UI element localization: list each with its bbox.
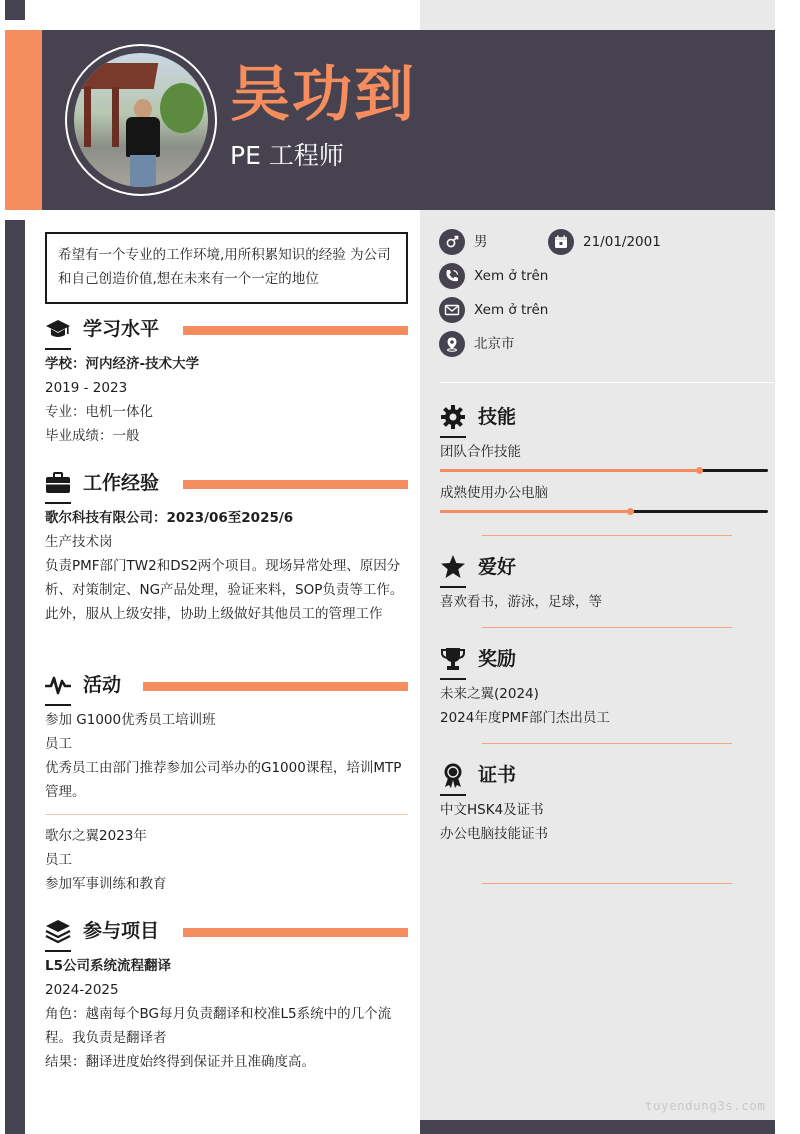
calendar-icon — [548, 229, 574, 255]
career-objective: 希望有一个专业的工作环境,用所积累知识的经验 为公司和自己创造价值,想在未来有一个一定的地位 — [45, 232, 408, 304]
job-title: PE 工程师 — [230, 141, 344, 170]
section-projects-header — [45, 918, 408, 952]
skill-level-fill — [440, 469, 699, 472]
award-item: 2024年度PMF部门杰出员工 — [440, 710, 610, 726]
header-accent — [5, 30, 42, 210]
section-title: 证书 — [478, 764, 517, 786]
phone-row — [439, 263, 639, 289]
section-experience-header — [45, 470, 408, 504]
section-divider-bar — [143, 682, 408, 691]
section-awards-header — [440, 646, 740, 680]
section-education-header — [45, 316, 408, 350]
briefcase-icon — [45, 470, 71, 496]
position: 生产技术岗 — [45, 534, 113, 550]
hobbies-text: 喜欢看书，游泳，足球，等 — [440, 594, 602, 610]
education-years: 2019 - 2023 — [45, 380, 128, 396]
section-certificates-header — [440, 762, 740, 796]
section-title: 活动 — [83, 674, 122, 696]
phone-value: Xem ở trên — [474, 268, 549, 284]
email-value: Xem ở trên — [474, 302, 549, 318]
star-icon — [440, 554, 466, 580]
section-activities-header — [45, 672, 408, 706]
activity-separator — [45, 814, 408, 815]
project-name: L5公司系统流程翻译 — [45, 958, 171, 974]
activity-role: 员工 — [45, 852, 72, 868]
skill-level-bar — [440, 469, 768, 472]
activity-name: 参加 G1000优秀员工培训班 — [45, 712, 216, 728]
birthday-row — [548, 229, 748, 255]
graduation-grade: 毕业成绩：一般 — [45, 428, 140, 444]
profile-photo — [74, 53, 208, 187]
section-hobbies-header — [440, 554, 740, 588]
layers-icon — [45, 918, 71, 944]
activity-icon — [45, 672, 71, 698]
project-role: 角色：越南每个BG每月负责翻译和校准L5系统中的几个流程。我负责是翻译者 — [45, 1006, 392, 1046]
gender-value: 男 — [474, 234, 488, 250]
trophy-icon — [440, 646, 466, 672]
certificate-item: 中文HSK4及证书 — [440, 802, 544, 818]
address-value: 北京市 — [474, 336, 515, 352]
project-years: 2024-2025 — [45, 982, 119, 998]
project-result: 结果：翻译进度始终得到保证并且准确度高。 — [45, 1054, 315, 1070]
skill-name: 成熟使用办公电脑 — [440, 485, 548, 501]
profile-photo-frame — [65, 44, 217, 196]
skill-level-knob — [696, 467, 703, 474]
certificate-icon — [440, 762, 466, 788]
section-separator — [482, 883, 732, 884]
skill-level-fill — [440, 510, 630, 513]
section-divider-bar — [183, 480, 408, 489]
section-skills-header — [440, 404, 740, 438]
section-title: 奖励 — [478, 648, 517, 670]
activity-description: 参加军事训练和教育 — [45, 876, 167, 892]
experience-description: 负责PMF部门TW2和DS2两个项目。现场异常处理、原因分析、对策制定、NG产品处理，验证来料，SOP负责等工作。此外，服从上级安排，协助上级做好其他员工的管理工作 — [45, 558, 404, 622]
left-accent-bar-top — [5, 0, 25, 20]
section-separator — [482, 743, 732, 744]
activity-name: 歌尔之翼2023年 — [45, 828, 147, 844]
watermark: tuyendung3s.com — [645, 1098, 766, 1113]
section-title: 技能 — [478, 406, 517, 428]
section-separator — [482, 627, 732, 628]
section-title: 爱好 — [478, 556, 517, 578]
gender-row — [439, 229, 539, 255]
bottom-accent-bar — [420, 1120, 775, 1134]
major: 专业：电机一体化 — [45, 404, 153, 420]
left-accent-bar — [5, 220, 25, 1134]
email-icon — [439, 297, 465, 323]
skill-level-bar — [440, 510, 768, 513]
section-title: 学习水平 — [83, 318, 160, 340]
skill-level-knob — [627, 508, 634, 515]
phone-icon — [439, 263, 465, 289]
candidate-name: 吴功到 — [230, 60, 416, 130]
skill-name: 团队合作技能 — [440, 444, 521, 460]
activity-description: 优秀员工由部门推荐参加公司举办的G1000课程，培训MTP管理。 — [45, 760, 402, 800]
certificate-item: 办公电脑技能证书 — [440, 826, 548, 842]
info-divider — [440, 382, 774, 383]
header-banner — [5, 30, 775, 210]
school-name: 学校：河内经济-技术大学 — [45, 356, 200, 372]
award-item: 未来之翼(2024) — [440, 686, 539, 702]
section-separator — [482, 535, 732, 536]
email-row — [439, 297, 639, 323]
location-icon — [439, 331, 465, 357]
section-divider-bar — [183, 326, 408, 335]
gear-icon — [440, 404, 466, 430]
gender-icon — [439, 229, 465, 255]
graduation-cap-icon — [45, 316, 71, 342]
activity-role: 员工 — [45, 736, 72, 752]
section-title: 参与项目 — [83, 920, 160, 942]
company-name: 歌尔科技有限公司：2023/06至2025/6 — [45, 510, 294, 526]
birthday-value: 21/01/2001 — [583, 234, 661, 250]
address-row — [439, 331, 639, 357]
section-divider-bar — [183, 928, 408, 937]
section-title: 工作经验 — [83, 472, 160, 494]
